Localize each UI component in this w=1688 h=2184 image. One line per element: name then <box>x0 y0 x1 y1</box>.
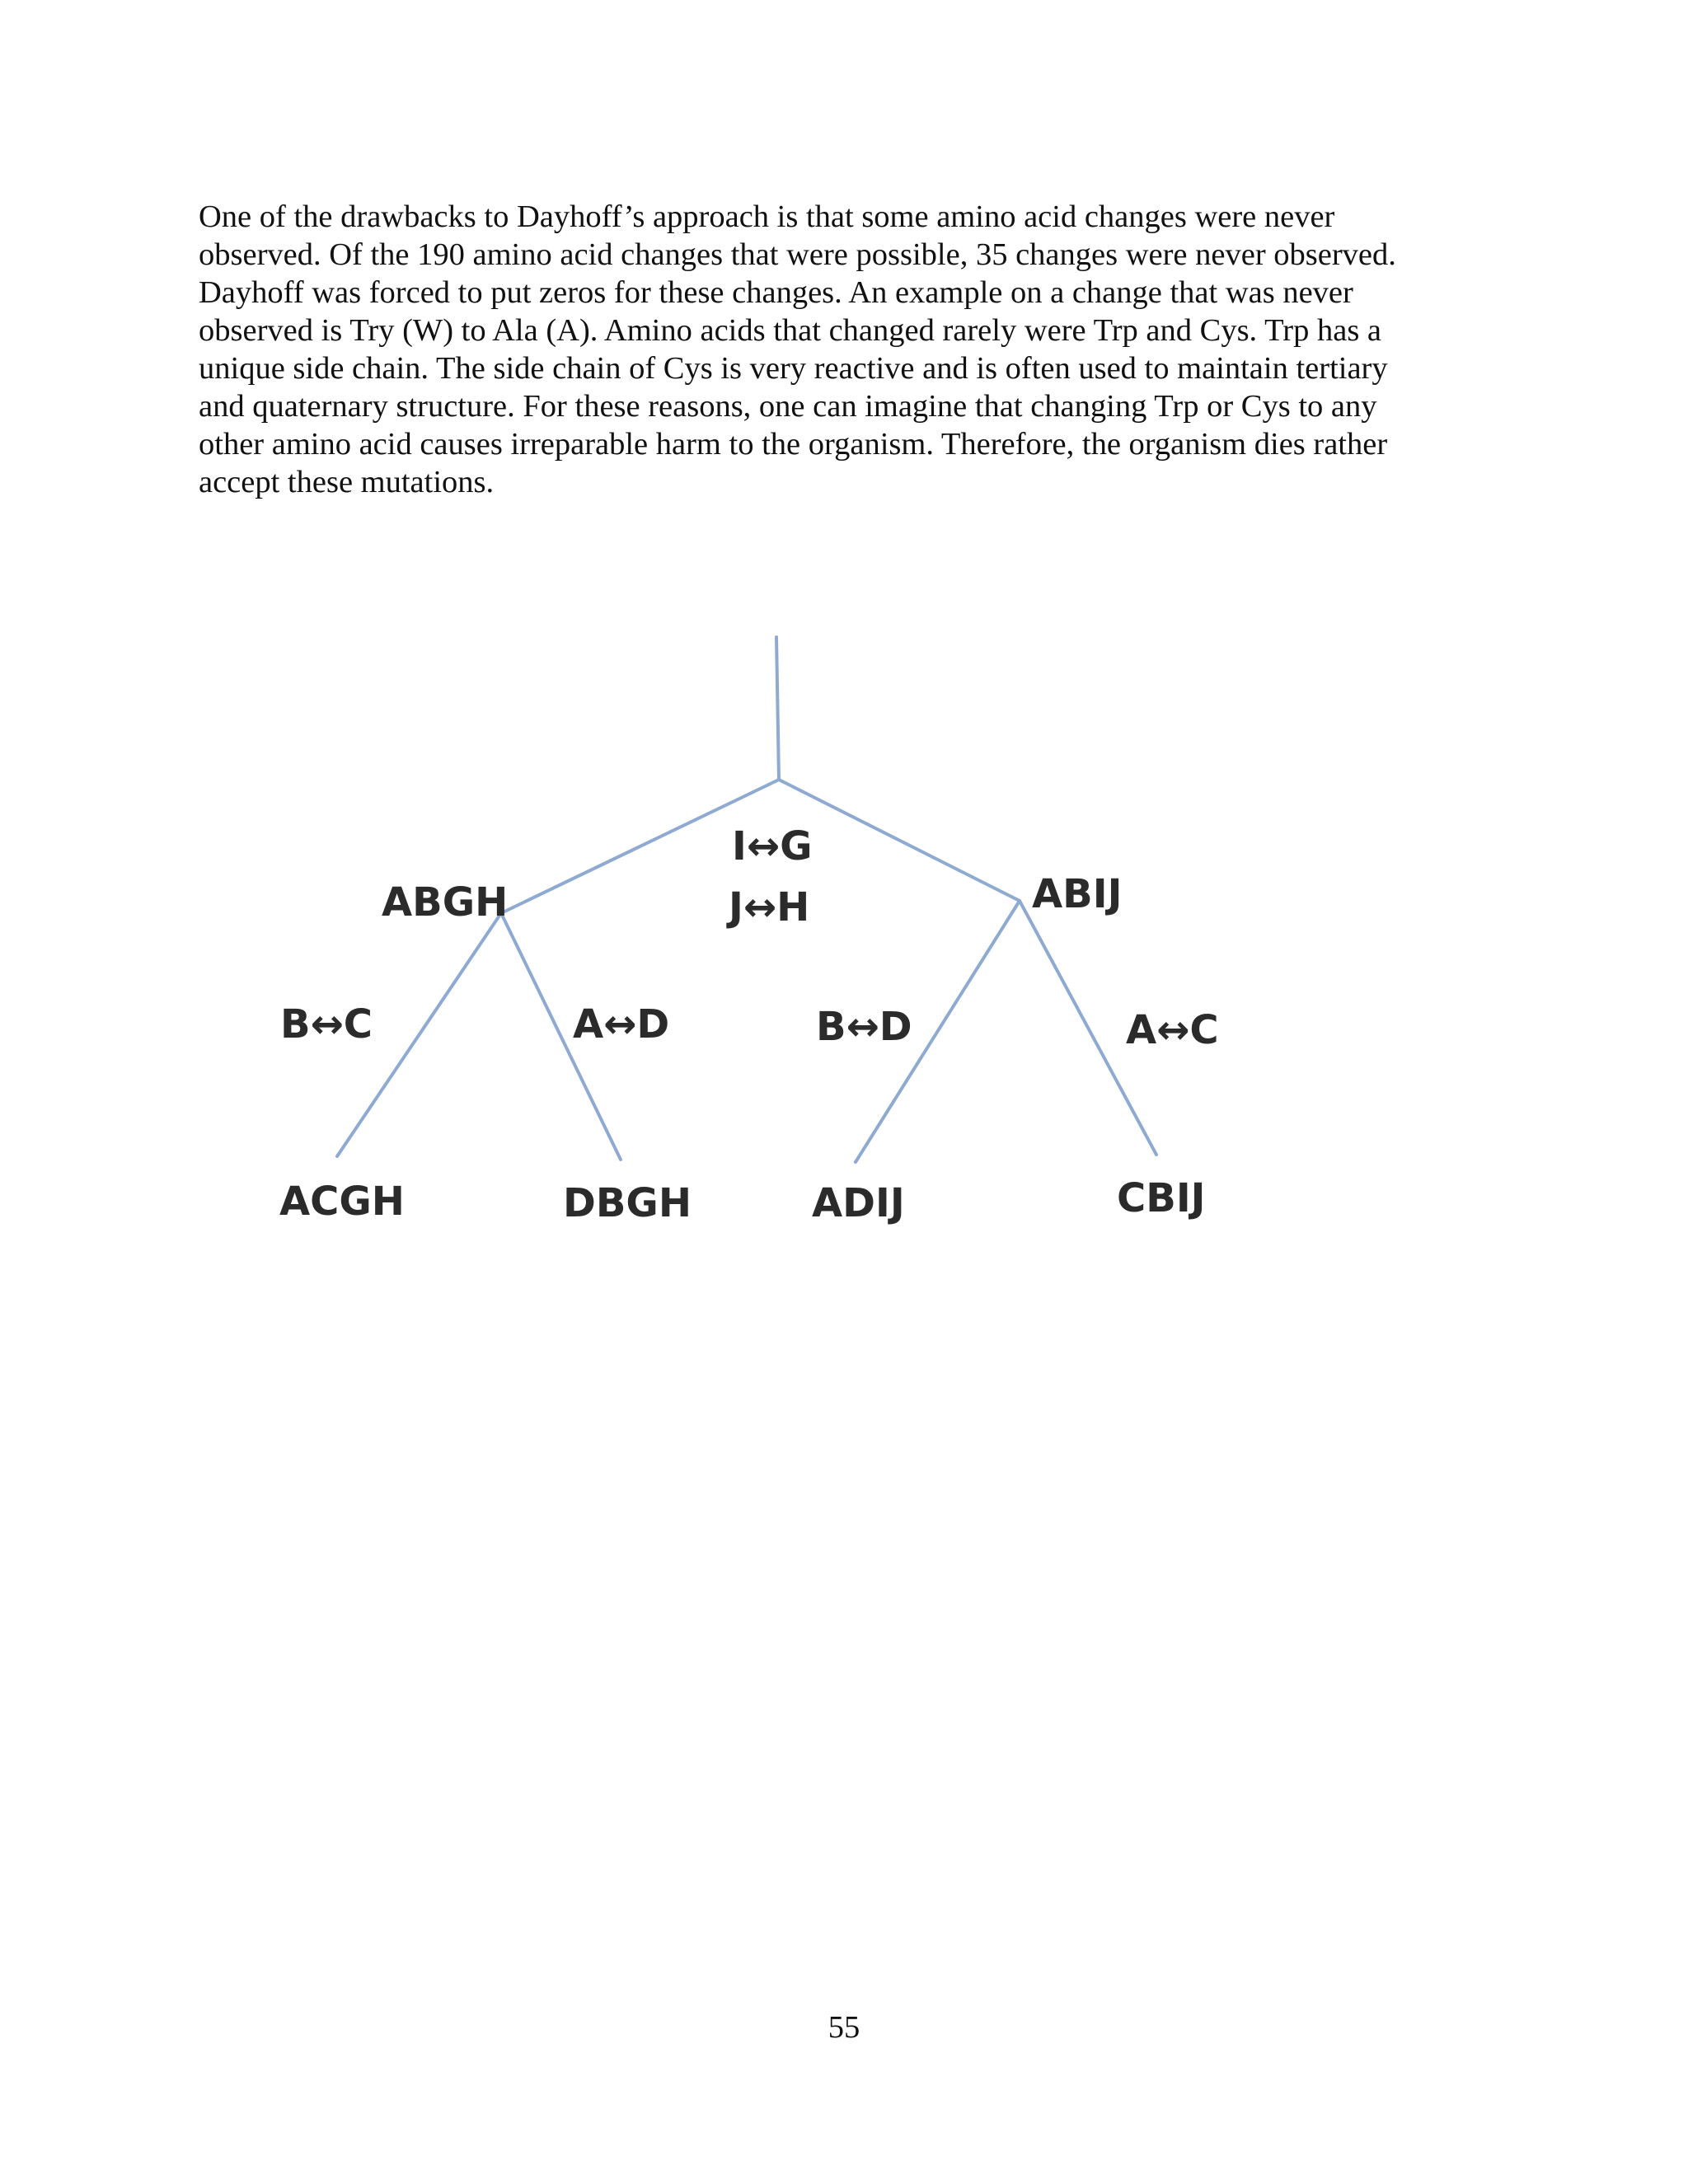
root-change-label-1: I↔G <box>732 823 813 869</box>
paragraph-line: observed. Of the 190 amino acid changes that were possible, 35 changes were never observed. <box>199 237 1396 272</box>
paragraph-line: other amino acid causes irreparable harm to the organism. Therefore, the organism dies rather <box>199 427 1388 462</box>
paragraph-line: and quaternary structure. For these reasons, one can imagine that changing Trp or Cys to any <box>199 389 1377 424</box>
paragraph-line: One of the drawbacks to Dayhoff’s approach is that some amino acid changes were never <box>199 199 1335 234</box>
leaf-label-cbij: CBIJ <box>1117 1175 1206 1221</box>
leaf-label-adij: ADIJ <box>812 1180 905 1226</box>
page-number: 55 <box>828 2010 860 2045</box>
root-stem <box>776 637 779 780</box>
leaf-label-acgh: ACGH <box>279 1179 405 1225</box>
root-change-label-2: J↔H <box>729 884 810 930</box>
paragraph-line: observed is Try (W) to Ala (A). Amino acids that changed rarely were Trp and Cys. Trp has a <box>199 313 1382 348</box>
paragraph-line: Dayhoff was forced to put zeros for these changes. An example on a change that was never <box>199 275 1353 310</box>
paragraph-line: accept these mutations. <box>199 465 495 499</box>
edge-root-to-abij <box>779 780 1020 901</box>
change-label-a-c: A↔C <box>1126 1007 1219 1053</box>
paragraph-line: unique side chain. The side chain of Cys is very reactive and is often used to maintain tertiary <box>199 351 1388 386</box>
node-label-abij: ABIJ <box>1032 871 1123 917</box>
change-label-a-d: A↔D <box>573 1001 670 1047</box>
change-label-b-d: B↔D <box>816 1004 912 1050</box>
node-label-abgh: ABGH <box>382 879 509 926</box>
leaf-label-dbgh: DBGH <box>563 1180 692 1226</box>
change-label-b-c: B↔C <box>280 1001 373 1047</box>
